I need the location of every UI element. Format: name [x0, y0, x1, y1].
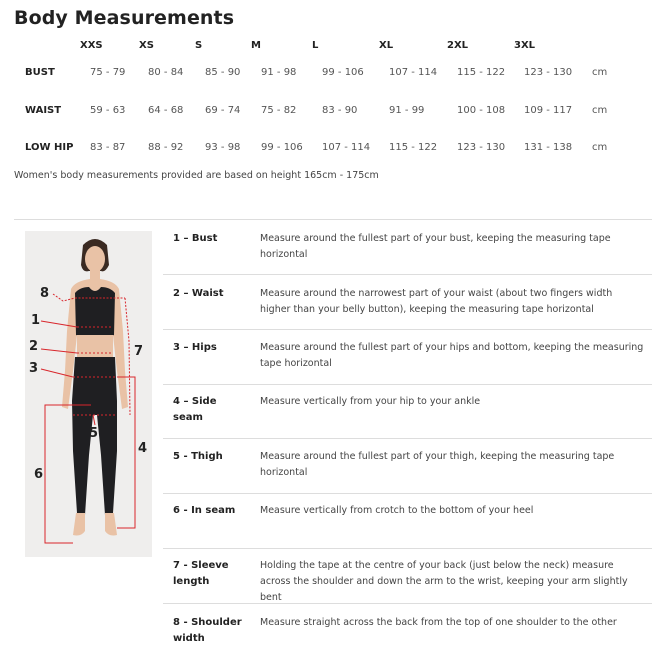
row-label: WAIST — [25, 105, 62, 116]
guide-desc: Measure vertically from your hip to your ankle — [260, 396, 481, 407]
size-header-xs: XS — [139, 40, 154, 51]
table-cell: 100 - 108 — [457, 105, 506, 116]
figure-label-6: 6 — [34, 467, 44, 482]
size-header-s: S — [195, 40, 203, 51]
guide-name: 4 – Side seam — [173, 396, 217, 423]
row-label: LOW HIP — [25, 142, 74, 153]
guide-row-thigh — [163, 439, 652, 494]
guide-desc: Measure around the narrowest part of your waist (about two fingers width higher than your belly button), keeping the measuring tape horizontal — [260, 288, 613, 315]
guide-name: 7 - Sleeve length — [173, 560, 229, 587]
figure-label-7: 7 — [134, 344, 144, 359]
height-note: Women's body measurements provided are based on height 165cm - 175cm — [14, 170, 379, 181]
guide-row-shoulder-width — [163, 604, 652, 658]
figure-label-4: 4 — [138, 441, 148, 456]
guide-desc: Measure around the fullest part of your bust, keeping the measuring tape horizontal — [260, 233, 611, 260]
table-cell: 80 - 84 — [148, 67, 184, 78]
figure-label-3: 3 — [29, 361, 39, 376]
table-cell: 83 - 87 — [90, 142, 126, 153]
guide-desc: Measure around the fullest part of your hips and bottom, keeping the measuring tape horizontal — [260, 342, 644, 369]
guide-row-waist — [163, 275, 652, 330]
guide-name: 3 – Hips — [173, 342, 217, 353]
guide-row-in-seam — [163, 494, 652, 549]
table-cell: 69 - 74 — [205, 105, 241, 116]
guide-row-hips — [163, 330, 652, 385]
guide-row-sleeve-length — [163, 549, 652, 604]
table-cell: 131 - 138 — [524, 142, 573, 153]
table-cell: 59 - 63 — [90, 105, 126, 116]
table-cell: 115 - 122 — [457, 67, 506, 78]
size-header-2xl: 2XL — [447, 40, 469, 51]
table-cell: 123 - 130 — [457, 142, 506, 153]
table-cell: 99 - 106 — [322, 67, 364, 78]
table-cell: 107 - 114 — [389, 67, 438, 78]
model-illustration — [25, 231, 152, 557]
guide-desc: Measure vertically from crotch to the bottom of your heel — [260, 505, 534, 516]
row-label: BUST — [25, 67, 55, 78]
unit-label: cm — [592, 142, 608, 153]
table-cell: 115 - 122 — [389, 142, 438, 153]
size-header-xxs: XXS — [80, 40, 103, 51]
guide-name: 8 - Shoulder width — [173, 617, 242, 644]
size-header-l: L — [312, 40, 319, 51]
size-header-xl: XL — [379, 40, 394, 51]
guide-row-bust — [163, 220, 652, 275]
table-cell: 75 - 82 — [261, 105, 297, 116]
guide-desc: Holding the tape at the centre of your back (just below the neck) measure across the shoulder and down the arm to the wrist, keeping your arm slightly bent — [260, 560, 628, 603]
guide-desc: Measure around the fullest part of your thigh, keeping the measuring tape horizontal — [260, 451, 615, 478]
size-header-3xl: 3XL — [514, 40, 536, 51]
table-cell: 75 - 79 — [90, 67, 126, 78]
guide-desc: Measure straight across the back from the top of one shoulder to the other — [260, 617, 617, 628]
page-title: Body Measurements — [14, 7, 235, 29]
table-cell: 99 - 106 — [261, 142, 303, 153]
table-cell: 109 - 117 — [524, 105, 573, 116]
model-figure — [25, 231, 152, 557]
guide-name: 5 - Thigh — [173, 451, 223, 462]
table-cell: 123 - 130 — [524, 67, 573, 78]
figure-label-8: 8 — [40, 286, 50, 301]
unit-label: cm — [592, 105, 608, 116]
table-cell: 93 - 98 — [205, 142, 241, 153]
table-cell: 91 - 99 — [389, 105, 425, 116]
guide-name: 1 – Bust — [173, 233, 218, 244]
table-cell: 85 - 90 — [205, 67, 241, 78]
table-cell: 64 - 68 — [148, 105, 184, 116]
figure-label-1: 1 — [31, 313, 41, 328]
guide-row-side-seam — [163, 385, 652, 439]
figure-label-5: 5 — [89, 426, 99, 441]
figure-label-2: 2 — [29, 339, 39, 354]
guide-name: 6 - In seam — [173, 505, 236, 516]
table-cell: 107 - 114 — [322, 142, 371, 153]
unit-label: cm — [592, 67, 608, 78]
size-header-m: M — [251, 40, 261, 51]
table-cell: 83 - 90 — [322, 105, 358, 116]
guide-name: 2 – Waist — [173, 288, 224, 299]
table-cell: 88 - 92 — [148, 142, 184, 153]
table-cell: 91 - 98 — [261, 67, 297, 78]
